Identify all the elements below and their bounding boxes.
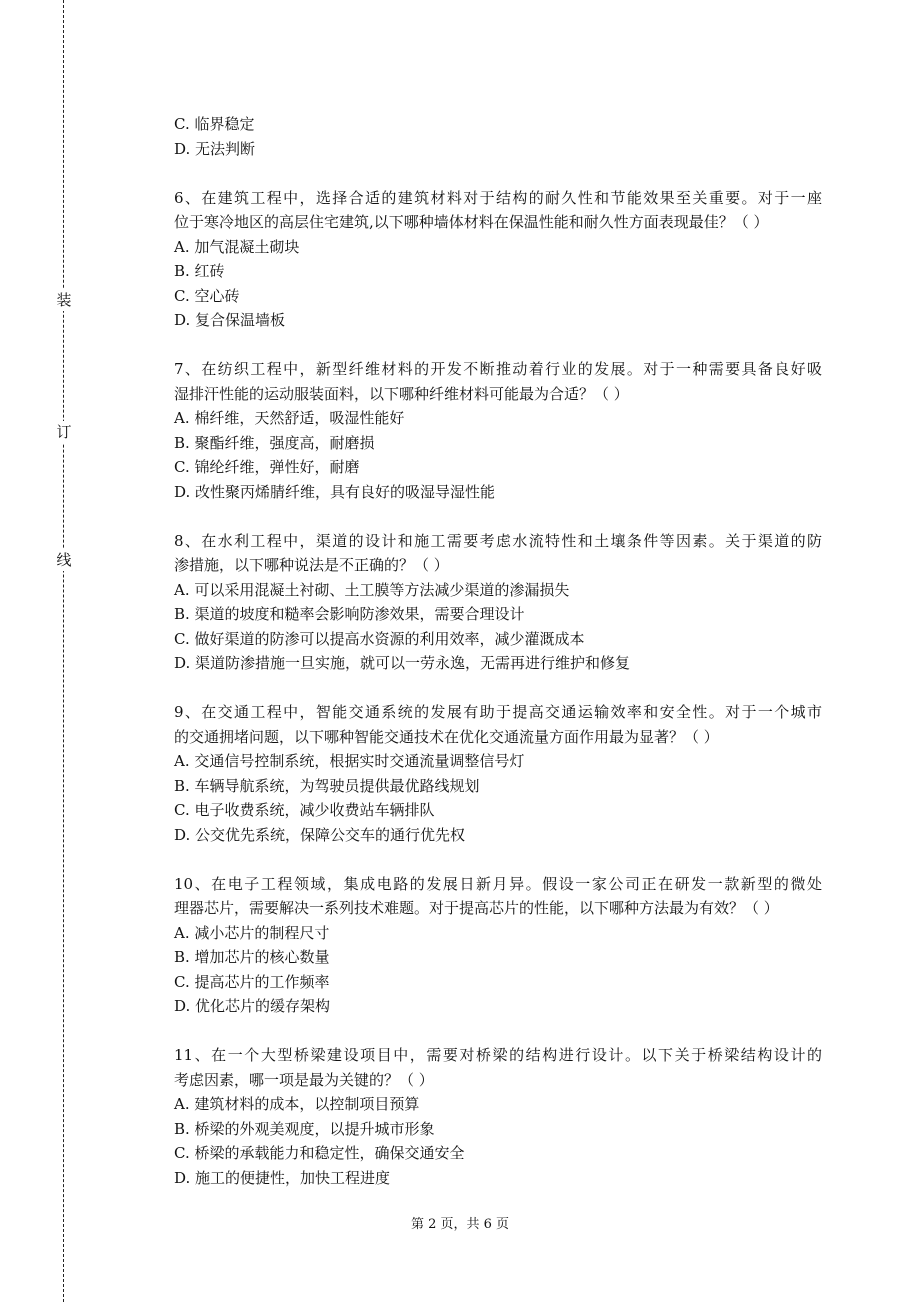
question-stem-line: 10、在电子工程领域，集成电路的发展日新月异。假设一家公司正在研发一款新型的微处 bbox=[174, 874, 822, 893]
question-option: A. 交通信号控制系统，根据实时交通流量调整信号灯 bbox=[174, 752, 525, 770]
question-block bbox=[174, 186, 822, 333]
question-option: A. 棉纤维，天然舒适，吸湿性能好 bbox=[174, 409, 405, 427]
question-stem-line: 6、在建筑工程中，选择合适的建筑材料对于结构的耐久性和节能效果至关重要。对于一座 bbox=[174, 188, 822, 207]
question-stem-line: 湿排汗性能的运动服装面料，以下哪种纤维材料可能最为合适？（ ） bbox=[174, 384, 629, 403]
question-option: C. 做好渠道的防渗可以提高水资源的利用效率，减少灌溉成本 bbox=[174, 629, 585, 648]
question-stem-line: 的交通拥堵问题，以下哪种智能交通技术在优化交通流量方面作用最为显著？（ ） bbox=[174, 727, 719, 746]
question-gap bbox=[174, 161, 822, 186]
question-option: C. 桥梁的承载能力和稳定性，确保交通安全 bbox=[174, 1144, 465, 1162]
question-option: C. 提高芯片的工作频率 bbox=[174, 972, 330, 991]
question-option: A. 减小芯片的制程尺寸 bbox=[174, 923, 330, 942]
question-stem-line: 渗措施，以下哪种说法是不正确的？（ ） bbox=[174, 556, 449, 574]
question-gap bbox=[174, 847, 822, 872]
binding-dashed-line bbox=[63, 0, 64, 1302]
question-option: B. 桥梁的外观美观度，以提升城市形象 bbox=[174, 1119, 435, 1138]
question-option: D. 施工的便捷性，加快工程进度 bbox=[174, 1168, 391, 1187]
question-option: C. 临界稳定 bbox=[174, 115, 255, 133]
question-list bbox=[174, 112, 822, 1190]
question-option: A. 加气混凝土砌块 bbox=[174, 237, 300, 256]
question-gap bbox=[174, 676, 822, 701]
question-stem-line: 考虑因素，哪一项是最为关键的？（ ） bbox=[174, 1070, 434, 1089]
page-footer: 第 2 页，共 6 页 bbox=[410, 1217, 510, 1232]
question-option: D. 公交优先系统，保障公交车的通行优先权 bbox=[174, 825, 466, 844]
question-block bbox=[174, 529, 822, 676]
question-option: C. 空心砖 bbox=[174, 286, 240, 305]
question-stem-line: 11、在一个大型桥梁建设项目中，需要对桥梁的结构进行设计。以下关于桥梁结构设计的 bbox=[174, 1046, 822, 1064]
binding-char-ding: 订 bbox=[56, 423, 72, 441]
question-block bbox=[174, 1043, 822, 1190]
question-block bbox=[174, 112, 822, 161]
question-option: B. 红砖 bbox=[174, 262, 225, 280]
question-option: D. 优化芯片的缓存架构 bbox=[174, 997, 331, 1015]
question-stem-line: 7、在纺织工程中，新型纤维材料的开发不断推动着行业的发展。对于一种需要具备良好吸 bbox=[174, 360, 822, 378]
question-stem-line: 9、在交通工程中，智能交通系统的发展有助于提高交通运输效率和安全性。对于一个城市 bbox=[174, 703, 822, 721]
question-block bbox=[174, 872, 822, 1019]
question-stem-line: 理器芯片，需要解决一系列技术难题。对于提高芯片的性能，以下哪种方法最为有效？（ ） bbox=[174, 899, 779, 917]
binding-char-xian: 线 bbox=[56, 551, 72, 569]
question-option: D. 复合保温墙板 bbox=[174, 311, 286, 329]
question-gap bbox=[174, 333, 822, 358]
question-block bbox=[174, 700, 822, 847]
question-gap bbox=[174, 1019, 822, 1044]
question-option: D. 渠道防渗措施一旦实施，就可以一劳永逸，无需再进行维护和修复 bbox=[174, 654, 631, 672]
question-option: D. 无法判断 bbox=[174, 139, 256, 158]
binding-char-zhuang: 装 bbox=[56, 291, 72, 309]
question-option: B. 聚酯纤维，强度高，耐磨损 bbox=[174, 433, 375, 452]
question-stem-line: 8、在水利工程中，渠道的设计和施工需要考虑水流特性和土壤条件等因素。关于渠道的防 bbox=[174, 531, 822, 550]
question-option: A. 建筑材料的成本，以控制项目预算 bbox=[174, 1095, 420, 1113]
question-option: C. 锦纶纤维，弹性好，耐磨 bbox=[174, 458, 360, 476]
question-option: B. 增加芯片的核心数量 bbox=[174, 948, 330, 966]
question-stem-line: 位于寒冷地区的高层住宅建筑,以下哪种墙体材料在保温性能和耐久性方面表现最佳？（ ） bbox=[174, 213, 769, 231]
question-option: D. 改性聚丙烯腈纤维，具有良好的吸湿导湿性能 bbox=[174, 482, 496, 501]
question-option: C. 电子收费系统，减少收费站车辆排队 bbox=[174, 801, 435, 819]
question-option: B. 车辆导航系统，为驾驶员提供最优路线规划 bbox=[174, 776, 480, 795]
question-block bbox=[174, 357, 822, 504]
question-option: A. 可以采用混凝土衬砌、土工膜等方法减少渠道的渗漏损失 bbox=[174, 580, 570, 599]
question-gap bbox=[174, 504, 822, 529]
question-option: B. 渠道的坡度和糙率会影响防渗效果，需要合理设计 bbox=[174, 605, 525, 623]
